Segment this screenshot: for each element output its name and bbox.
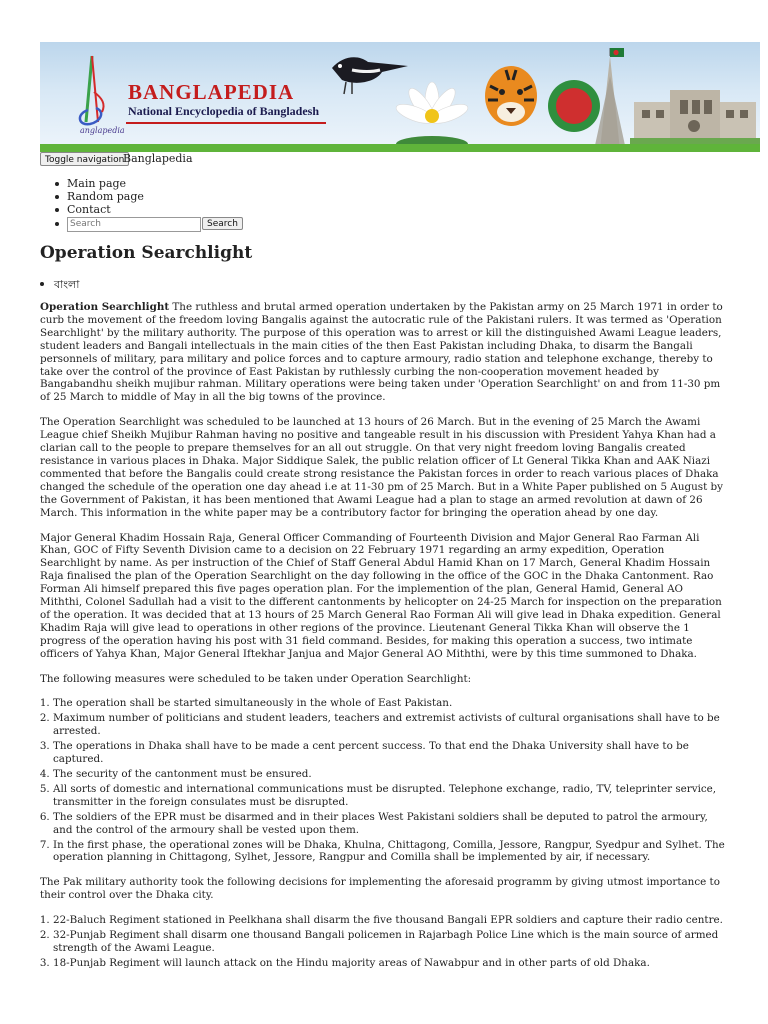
- navbar: [40, 152, 760, 170]
- parliament-building-icon: [630, 86, 760, 146]
- paragraph-text: The ruthless and brutal armed operation undertaken by the Pakistan army on 25 March 1971 in order to curb the movement of the freedom loving Bangalis against the autocratic rule of the Pakistani rulers. It was termed as 'Operation Searchlight' by the military authority. The purpose of this operation was to arrest or kill the distinguished Awami League leaders, student leaders and Bangali intellectuals in the main cities of the then East Pakistan including Dhaka, to disarm the Bangali personnels of military, para military and police forces and to capture armoury, radio station and telephone exchange, thereby to take over the control of the province of East Pakistan by ruthlessly curbing the non-cooperation movement headed by Bangabandhu sheikh mujibur rahman. Military operations were being taken under 'Operation Searchlight' on and from 11-30 pm of 25 March to middle of May in all the big towns of the province.: [40, 301, 723, 404]
- list-item: 5. All sorts of domestic and international communications must be disrupted. Telephone exchange, radio, TV, teleprinter service, transmitter in the foreign consulates must be disrupted.: [53, 783, 728, 809]
- page-title: Operation Searchlight: [40, 243, 253, 263]
- menu-item-main-page[interactable]: Main page: [40, 177, 144, 190]
- list-item: 3. The operations in Dhaka shall have to be made a cent percent success. To that end the Dhaka University shall have to be captured.: [53, 740, 728, 766]
- site-subtitle: National Encyclopedia of Bangladesh: [128, 104, 320, 118]
- lead-term: Operation Searchlight: [40, 301, 170, 313]
- list-item: 4. The security of the cantonment must be ensured.: [53, 768, 728, 781]
- title-underline: [126, 122, 326, 124]
- list-item: 2. 32-Punjab Regiment shall disarm one thousand Bangali policemen in Rajarbagh Police Line which is the main source of armed strength of the Awami League.: [53, 929, 728, 955]
- national-monument-icon: [540, 46, 630, 152]
- list-item: 1. The operation shall be started simultaneously in the whole of East Pakistan.: [53, 697, 728, 710]
- article-paragraph: The Pak military authority took the following decisions for implementing the aforesaid programm by giving utmost importance to their control over the Dhaka city.: [40, 876, 720, 902]
- menu-item-random-page[interactable]: Random page: [40, 190, 144, 203]
- list-item: 2. Maximum number of politicians and student leaders, teachers and extremist activists of cultural organisations shall have to be arrested.: [53, 712, 728, 738]
- water-lily-icon: [392, 72, 472, 152]
- search-button[interactable]: Search: [202, 217, 243, 230]
- menu-item-contact[interactable]: Contact: [40, 203, 144, 216]
- list-item: 6. The soldiers of the EPR must be disarmed and in their places West Pakistani soldiers shall be deputed to patrol the armoury, and the control of the armoury shall be vested upon them.: [53, 811, 728, 837]
- decisions-list: [40, 914, 728, 970]
- toggle-navigation-button[interactable]: Toggle navigation: [40, 152, 129, 166]
- language-link-bangla[interactable]: বাংলা: [40, 276, 79, 295]
- article-paragraph: Major General Khadim Hossain Raja, General Officer Commanding of Fourteenth Division and Major General Rao Farman Ali Khan, GOC of Fifty Seventh Division came to a decision on 22 February 1971 regarding an army expedition, Operation Searchlight by name. As per instruction of the Chief of Staff General Abdul Hamid Khan on 17 March, General Khadim Hossain Raja finalised the plan of the Operation Searchlight on the day following in the office of the GOC in the Dhaka Cantonment. Rao Forman Ali himself prepared this five pages operation plan. For the implemention of the plan, General Hamid, General AO Miththi, Colonel Sadullah had a visit to the different cantonments by helicopter on 24-25 March for inspection on the preparation of the operation. It was decided that at 13 hours of 25 March General Rao Forman Ali will give lead in Dhaka expedition. General Khadim Raja will give lead to operations in other regions of the province. Lieutenant General Tikka Khan will observe the 1 progress of the operation having his post with 31 field command. Besides, for making this operation a success, two intimate officers of Yahya Khan, Major General Iftekhar Janjua and Major General AO Miththi, were by this time summoned to Dhaka.: [40, 531, 722, 660]
- brand-link[interactable]: Banglapedia: [123, 152, 193, 165]
- banner-green-strip: [40, 144, 760, 152]
- banglapedia-logo-icon: [72, 52, 112, 132]
- menu-item-search: [40, 217, 238, 234]
- list-item: 7. In the first phase, the operational zones will be Dhaka, Khulna, Chittagong, Comilla, Jessore, Rangpur, Syedpur and Sylhet. The operation planning in Chittagong, Sylhet, Jessore, Rangpur and Comilla shall be implemented by air, if necessary.: [53, 839, 728, 865]
- list-item: 1. 22-Baluch Regiment stationed in Peelkhana shall disarm the five thousand Bangali EPR soldiers and capture their radio centre.: [53, 914, 728, 927]
- language-list: [40, 276, 79, 295]
- article-body: [40, 301, 728, 982]
- site-banner[interactable]: [40, 42, 760, 152]
- site-title: BANGLAPEDIA: [128, 80, 295, 104]
- list-item: 3. 18-Punjab Regiment will launch attack on the Hindu majority areas of Nawabpur and in other parts of old Dhaka.: [53, 957, 728, 970]
- measures-list: [40, 697, 728, 864]
- main-menu: [40, 177, 238, 234]
- search-input[interactable]: [67, 217, 201, 232]
- article-paragraph: The Operation Searchlight was scheduled to be launched at 13 hours of 26 March. But in the evening of 25 March the Awami League chief Sheikh Mujibur Rahman having no positive and tangeable result in his discussion with President Yahya Khan had a clarian call to the people to prepare themselves for an all out struggle. On that very night freedom loving Bangalis created resistance in various places in Dhaka. Major Siddique Salek, the public relation officer of Lt General Tikka Khan and AAK Niazi commented that before the Bangalis could create strong resistance the Pakistan forces in order to reach various places of Dhaka changed the schedule of the operation one day ahead i.e at 11-30 pm of 25 March. But in a White Paper published on 5 August by the Government of Pakistan, it has been mentioned that Awami League had a plan to stage an armed revolution at dawn of 26 March. This information in the white paper may be a contributory factor for bringing the operation ahead by one day.: [40, 416, 723, 519]
- tiger-icon: [476, 56, 546, 146]
- article-paragraph: The following measures were scheduled to be taken under Operation Searchlight:: [40, 672, 472, 685]
- article-paragraph: [40, 301, 728, 404]
- logo-caption: anglapedia: [80, 126, 125, 135]
